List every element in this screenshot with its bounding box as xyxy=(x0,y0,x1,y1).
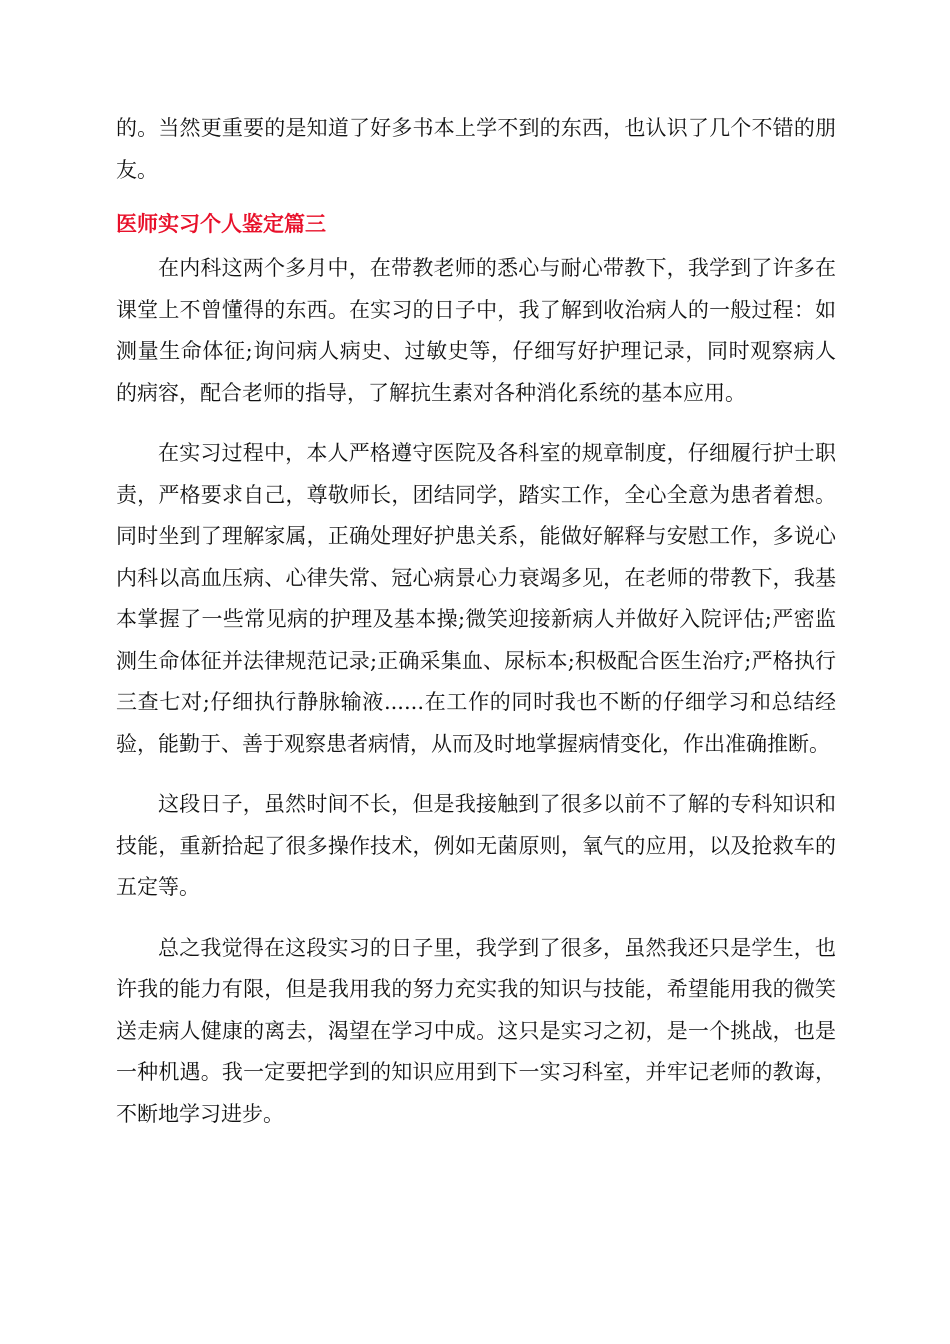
paragraph-2: 在实习过程中，本人严格遵守医院及各科室的规章制度，仔细履行护士职责，严格要求自己，尊敬师长，团结同学，踏实工作，全心全意为患者着想。同时坐到了理解家属，正确处理好护患关系，能做好解释与安慰工作，多说心内科以高血压病、心律失常、冠心病景心力衰竭多见，在老师的带教下，我基本掌握了一些常见病的护理及基本操;微笑迎接新病人并做好入院评估;严密监测生命体征并法律规范记录;正确采集血、尿标本;积极配合医生治疗;严格执行三查七对;仔细执行静脉输液......在工作的同时我也不断的仔细学习和总结经验，能勤于、善于观察患者病情，从而及时地掌握病情变化，作出准确推断。 xyxy=(116,441,836,756)
paragraph-1: 在内科这两个多月中，在带教老师的悉心与耐心带教下，我学到了许多在课堂上不曾懂得的东西。在实习的日子中，我了解到收治病人的一般过程：如测量生命体征;询问病人病史、过敏史等，仔细写好护理记录，同时观察病人的病容，配合老师的指导，了解抗生素对各种消化系统的基本应用。 xyxy=(116,256,836,405)
intro-paragraph: 的。当然更重要的是知道了好多书本上学不到的东西，也认识了几个不错的朋友。 xyxy=(116,116,836,182)
paragraph-4: 总之我觉得在这段实习的日子里，我学到了很多，虽然我还只是学生，也许我的能力有限，但是我用我的努力充实我的知识与技能，希望能用我的微笑送走病人健康的离去，渴望在学习中成。这只是实习之初，是一个挑战，也是一种机遇。我一定要把学到的知识应用到下一实习科室，并牢记老师的教诲，不断地学习进步。 xyxy=(116,935,836,1126)
section-heading: 医师实习个人鉴定篇三 xyxy=(116,212,326,236)
paragraph-3: 这段日子，虽然时间不长，但是我接触到了很多以前不了解的专科知识和技能，重新拾起了很多操作技术，例如无菌原则，氧气的应用，以及抢救车的五定等。 xyxy=(116,792,836,899)
document-body xyxy=(116,108,836,1135)
